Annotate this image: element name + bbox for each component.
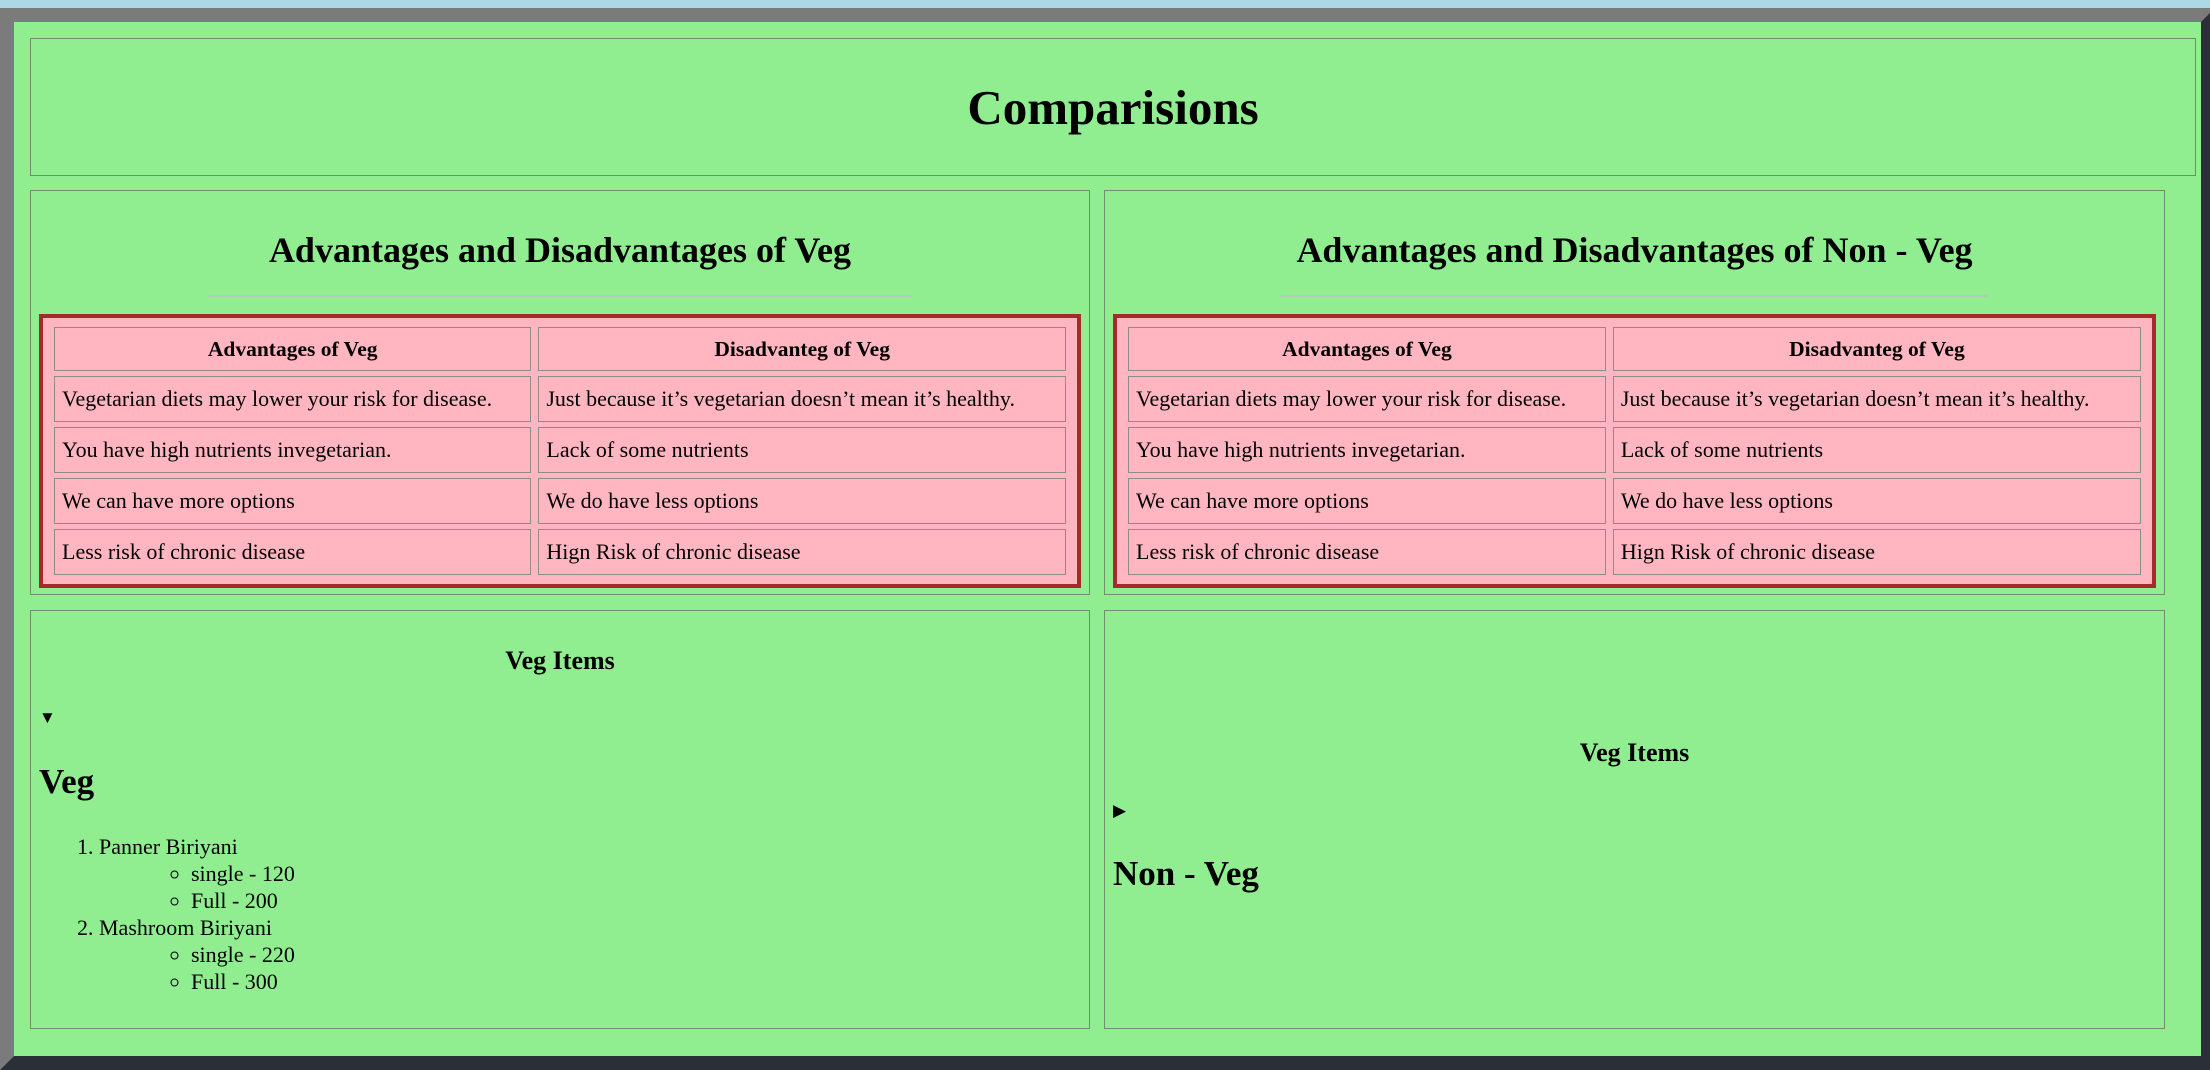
- table-cell: Vegetarian diets may lower your risk for disease.: [1128, 376, 1606, 422]
- table-cell: Vegetarian diets may lower your risk for disease.: [54, 376, 531, 422]
- table-cell: We can have more options: [54, 478, 531, 524]
- table-row: [1128, 376, 2141, 422]
- nonveg-table-frame: [1113, 314, 2156, 588]
- table-cell: Less risk of chronic disease: [54, 529, 531, 575]
- table-header-row: [54, 327, 1066, 371]
- table-cell: We can have more options: [1128, 478, 1606, 524]
- veg-items-panel: [30, 610, 1090, 1029]
- item-name: Panner Biriyani: [99, 834, 238, 859]
- disclosure-open-icon[interactable]: ▼: [39, 708, 56, 727]
- list-item: [99, 914, 295, 995]
- table-row: [54, 427, 1066, 473]
- nonveg-items-panel: [1104, 610, 2165, 1029]
- table-cell: Hign Risk of chronic disease: [1613, 529, 2141, 575]
- nonveg-comparison-panel: [1104, 190, 2165, 595]
- table-cell: Just because it’s vegetarian doesn’t mean it’s healthy.: [1613, 376, 2141, 422]
- table-header-row: [1128, 327, 2141, 371]
- veg-items-list: [71, 833, 295, 995]
- table-row: [1128, 478, 2141, 524]
- divider: [1281, 295, 1988, 297]
- table-cell: Just because it’s vegetarian doesn’t mean it’s healthy.: [538, 376, 1066, 422]
- page-frame: [0, 8, 2210, 1070]
- table-header: Disadvanteg of Veg: [1613, 327, 2141, 371]
- veg-table-frame: [39, 314, 1081, 588]
- disclosure-closed-icon[interactable]: ▶: [1113, 801, 1127, 820]
- table-row: [54, 529, 1066, 575]
- table-cell: You have high nutrients invegetarian.: [54, 427, 531, 473]
- price-item: ◦ Full - 300: [191, 968, 295, 995]
- nonveg-details-summary[interactable]: Non - Veg: [1113, 854, 1259, 893]
- table-header: Disadvanteg of Veg: [538, 327, 1066, 371]
- veg-panel-heading: Advantages and Disadvantages of Veg: [268, 230, 852, 270]
- table-header: Advantages of Veg: [1128, 327, 1606, 371]
- table-row: [54, 478, 1066, 524]
- veg-items-title: Veg Items: [505, 646, 615, 675]
- veg-details-summary[interactable]: Veg: [39, 762, 95, 801]
- table-cell: Lack of some nutrients: [1613, 427, 2141, 473]
- price-item: ◦ single - 120: [191, 860, 295, 887]
- table-cell: Less risk of chronic disease: [1128, 529, 1606, 575]
- price-item: ◦ single - 220: [191, 941, 295, 968]
- nonveg-comparison-table: [1121, 322, 2148, 580]
- table-header: Advantages of Veg: [54, 327, 531, 371]
- nonveg-panel-heading: Advantages and Disadvantages of Non - Veg: [1296, 230, 1973, 270]
- table-cell: We do have less options: [1613, 478, 2141, 524]
- table-cell: You have high nutrients invegetarian.: [1128, 427, 1606, 473]
- price-item: ◦ Full - 200: [191, 887, 295, 914]
- divider: [207, 295, 913, 297]
- title-section: [30, 38, 2196, 176]
- table-cell: Lack of some nutrients: [538, 427, 1066, 473]
- item-name: Mashroom Biriyani: [99, 915, 272, 940]
- veg-comparison-table: [47, 322, 1073, 580]
- nonveg-items-title: Veg Items: [1579, 738, 1690, 767]
- veg-comparison-panel: [30, 190, 1090, 595]
- table-cell: We do have less options: [538, 478, 1066, 524]
- list-item: [99, 833, 295, 914]
- price-list: [99, 860, 295, 914]
- table-row: [1128, 427, 2141, 473]
- table-row: [54, 376, 1066, 422]
- table-row: [1128, 529, 2141, 575]
- price-list: [99, 941, 295, 995]
- page-title: Comparisions: [967, 80, 1259, 135]
- table-cell: Hign Risk of chronic disease: [538, 529, 1066, 575]
